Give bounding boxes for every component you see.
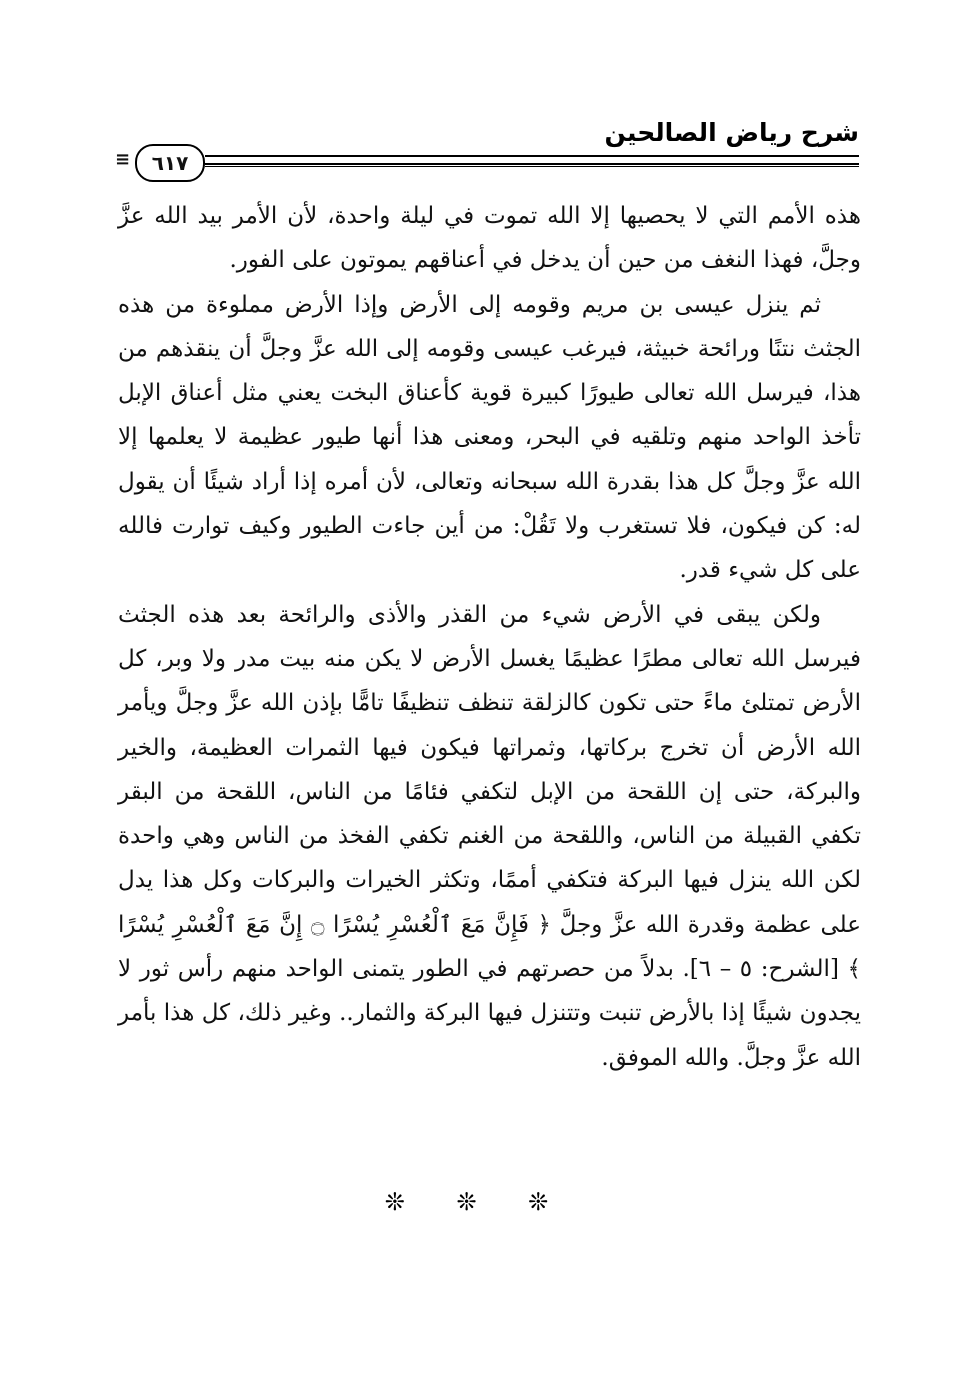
header-rule-thin: [205, 166, 859, 167]
header-rule: [205, 155, 859, 165]
paragraph-1: هذه الأمم التي لا يحصيها إلا الله تموت في ليلة واحدة، لأن الأمر بيد الله عزَّ وجلَّ، فهذا النغف من حين أن يدخل في أعناقهم يموتون على الفور.: [118, 203, 861, 274]
page-number-marker: ≡: [115, 149, 131, 170]
running-header-title: شرح رياض الصالحين: [604, 118, 859, 147]
section-separator: ❊ ❊ ❊: [384, 1188, 571, 1216]
body-text: [118, 194, 861, 1080]
paragraph-2: ثم ينزل عيسى بن مريم وقومه إلى الأرض وإذا الأرض مملوءة من هذه الجثث نتنًا ورائحة خبيثة، فيرغب عيسى وقومه إلى الله عزَّ وجلَّ أن ينقذهم من هذا، فيرسل الله تعالى طيورًا كبيرة قوية كأعناق البخت يعني مثل أعناق الإبل تأخذ الواحد منهم وتلقيه في البحر، ومعنى هذا أنها طيور عظيمة لا يعلمها إلا الله عزَّ وجلَّ كل هذا بقدرة الله سبحانه وتعالى، لأن أمره إذا أراد شيئًا أن يقول له: كن فيكون، فلا تستغرب ولا تَقُلْ: من أين جاءت الطيور وكيف توارت فالله على كل شيء قدر.: [118, 291, 861, 584]
paragraph-3: ولكن يبقى في الأرض شيء من القذر والأذى والرائحة بعد هذه الجثث فيرسل الله تعالى مطرًا عظيمًا يغسل الأرض لا يكن منه بيت مدر ولا وبر، كل الأرض تمتلئ ماءً حتى تكون كالزلقة تنظف تنظيفًا تامًّا بإذن الله عزَّ وجلَّ ويأمر الله الأرض أن تخرج بركاتها، وثمراتها فيكون فيها الثمرات العظيمة، والخير والبركة، حتى إن اللقحة من الإبل لتكفي فئامًا من الناس، اللقحة من البقر تكفي القبيلة من الناس، واللقحة من الغنم تكفي الفخذ من الناس وهي واحدة لكن الله ينزل فيها البركة فتكفي أممًا، وتكثر الخيرات والبركات وكل هذا يدل على عظمة وقدرة الله عزَّ وجلَّ ﴿ فَإِنَّ مَعَ ٱلْعُسْرِ يُسْرًا ۝ إِنَّ مَعَ ٱلْعُسْرِ يُسْرًا ﴾ [الشرح: ٥ – ٦]. بدلاً من حصرتهم في الطور يتمنى الواحد منهم رأس ثور لا يجدون شيئًا إذا بالأرض تنبت وتتنزل فيها البركة والثمار.. وغير ذلك، كل هذا بأمر الله عزَّ وجلَّ. والله الموفق.: [118, 601, 862, 1071]
page-number: ٦١٧: [135, 144, 205, 182]
